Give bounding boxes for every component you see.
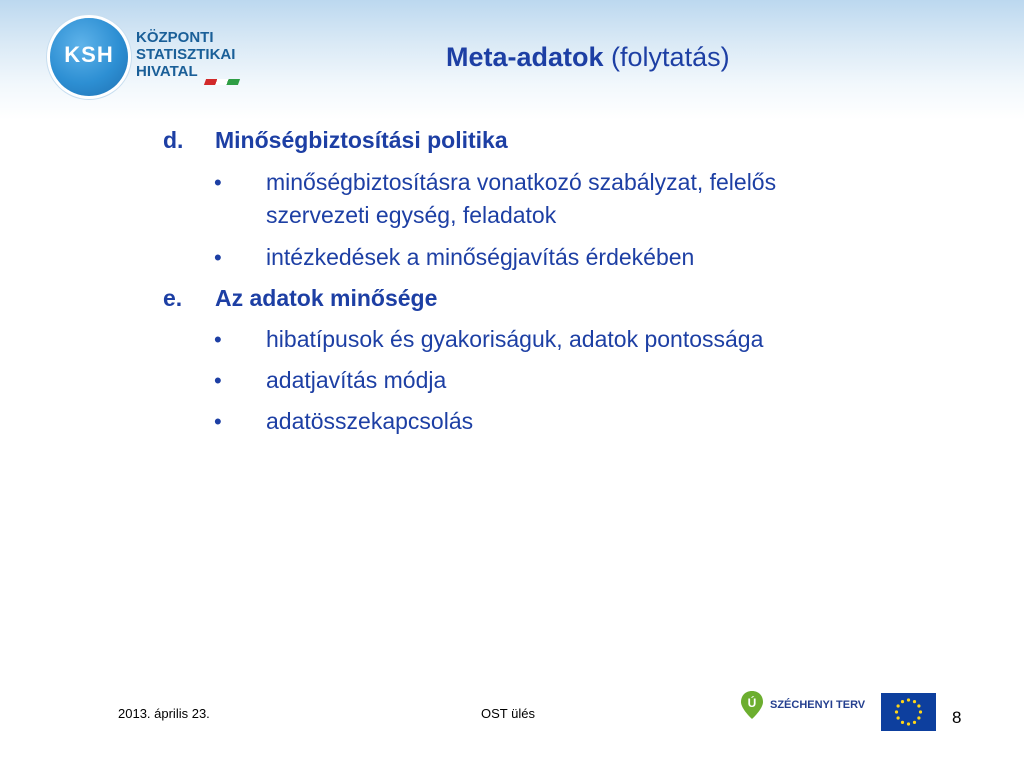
- bullet-icon: •: [214, 327, 222, 352]
- section-marker: e.: [163, 285, 183, 311]
- svg-text:Ú: Ú: [747, 696, 757, 710]
- ksh-logo-line2: STATISZTIKAI: [136, 46, 236, 63]
- szechenyi-label: SZÉCHENYI TERV: [770, 699, 866, 711]
- list-item-text: adatjavítás módja: [266, 367, 447, 393]
- bullet-icon: •: [214, 368, 222, 393]
- title-bold: Meta-adatok: [446, 42, 604, 72]
- bullet-icon: •: [214, 245, 222, 270]
- list-item-text: adatösszekapcsolás: [266, 408, 474, 434]
- ksh-logo-line3: HIVATAL: [136, 63, 198, 80]
- section-heading-text: Az adatok minősége: [215, 285, 438, 311]
- ksh-logo-line1: KÖZPONTI: [136, 29, 214, 46]
- section-marker: d.: [163, 127, 184, 153]
- list-item-text: intézkedések a minőségjavítás érdekében: [266, 244, 695, 270]
- szechenyi-pin-icon: [740, 690, 764, 720]
- section-heading-text: Minőségbiztosítási politika: [215, 127, 508, 153]
- bullet-icon: •: [214, 170, 222, 195]
- szechenyi-logo: [740, 690, 870, 730]
- ksh-logo-abbr: KSH: [64, 42, 114, 67]
- list-item-text: szervezeti egység, feladatok: [266, 202, 557, 228]
- page-number: 8: [952, 708, 962, 727]
- list-item-text: minőségbiztosításra vonatkozó szabályzat, felelős: [266, 169, 777, 195]
- footer-event: OST ülés: [481, 706, 535, 721]
- eu-stars: [881, 693, 936, 731]
- eu-flag-icon: [881, 693, 936, 731]
- footer-date: 2013. április 23.: [118, 706, 210, 721]
- list-item-text: hibatípusok és gyakoriságuk, adatok pontossága: [266, 326, 764, 352]
- title-normal: (folytatás): [611, 42, 730, 72]
- bullet-icon: •: [214, 409, 222, 434]
